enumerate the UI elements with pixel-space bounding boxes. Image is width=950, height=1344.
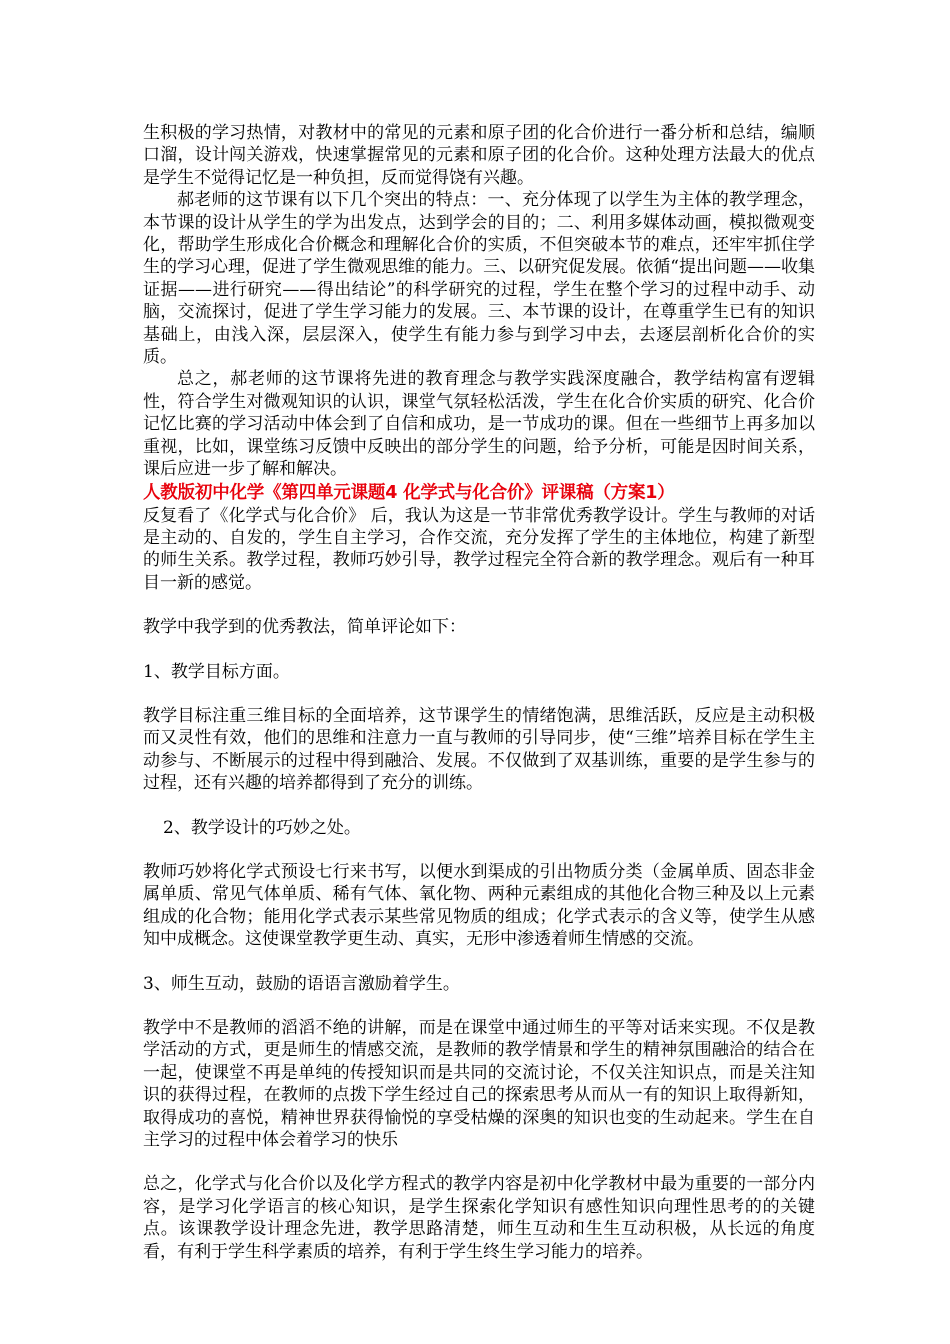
paragraph-features: 郝老师的这节课有以下几个突出的特点：一、充分体现了以学生为主体的教学理念，本节课的设计从学生的学为出发点，达到学会的目的；二、利用多媒体动画，模拟微观变化，帮助学生形成化合价概念和理解化合价的实质，不但突破本节的难点，还牢牢抓住学生的学习心理，促进了学生微观思维的能力。三、以研究促发展。依循“提出问题——收集证据——进行研究——得出结论”的科学研究的过程，学生在整个学习的过程中动手、动脑，交流探讨，促进了学生学习能力的发展。三、本节课的设计，在尊重学生已有的知识基础上，由浅入深，层层深入，使学生有能力参与到学习中去，去逐层剖析化合价的实质。	[143, 190, 815, 368]
paragraph-design: 教师巧妙将化学式预设七行来书写，以便水到渠成的引出物质分类（金属单质、固态非金属单质、常见气体单质、稀有气体、氧化物、两种元素组成的其他化合物三种及以上元素组成的化合物；能用化学式表示某些常见物质的组成；化学式表示的含义等，使学生从感知中成概念。这使课堂教学更生动、真实，无形中渗透着师生情感的交流。	[143, 861, 815, 950]
paragraph-intro: 生积极的学习热情，对教材中的常见的元素和原子团的化合价进行一番分析和总结，编顺口溜，设计闯关游戏，快速掌握常见的元素和原子团的化合价。这种处理方法最大的优点是学生不觉得记忆是一种负担，反而觉得饶有兴趣。	[143, 123, 815, 188]
section-heading-goals: 1、教学目标方面。	[143, 661, 290, 682]
paragraph-goals: 教学目标注重三维目标的全面培养，这节课学生的情绪饱满，思维活跃，反应是主动积极而又灵性有效，他们的思维和注意力一直与教师的引导同步，使“三维”培养目标在学生主动参与、不断展示的过程中得到融洽、发展。不仅做到了双基训练，重要的是学生参与的过程，还有兴趣的培养都得到了充分的训练。	[143, 705, 815, 794]
paragraph-interaction: 教学中不是教师的滔滔不绝的讲解，而是在课堂中通过师生的平等对话来实现。不仅是教学活动的方式，更是师生的情感交流，是教师的教学情景和学生的精神氛围融洽的结合在一起，使课堂不再是单纯的传授知识而是共同的交流讨论，不仅关注知识点，而是关注知识的获得过程，在教师的点拨下学生经过自己的探索思考从而从一有的知识上取得新知，取得成功的喜悦，精神世界获得愉悦的享受枯燥的深奥的知识也变的生动起来。学生在自主学习的过程中体会着学习的快乐	[143, 1018, 815, 1151]
paragraph-review-opening: 反复看了《化学式与化合价》 后，我认为这是一节非常优秀教学设计。学生与教师的对话是主动的、自发的，学生自主学习，合作交流，充分发挥了学生的主体地位，构建了新型的师生关系。教学过程，教师巧妙引导，教学过程完全符合新的教学理念。观后有一种耳目一新的感觉。	[143, 505, 815, 593]
paragraph-conclusion: 总之，化学式与化合价以及化学方程式的教学内容是初中化学教材中最为重要的一部分内容，是学习化学语言的核心知识，是学生探索化学知识有感性知识向理性思考的的关键点。该课教学设计理念先进，教学思路清楚，师生互动和生生互动积极，从长远的角度看，有利于学生科学素质的培养，有利于学生终生学习能力的培养。	[143, 1174, 815, 1262]
document-title: 人教版初中化学《第四单元课题4 化学式与化合价》评课稿（方案1）	[143, 482, 675, 503]
document-body	[143, 122, 815, 1263]
paragraph-methods-intro: 教学中我学到的优秀教法，简单评论如下：	[143, 617, 466, 638]
section-heading-design: 2、教学设计的巧妙之处。	[163, 817, 361, 838]
section-heading-interaction: 3、师生互动，鼓励的语语言激励着学生。	[143, 973, 460, 994]
paragraph-summary: 总之，郝老师的这节课将先进的教育理念与教学实践深度融合，教学结构富有逻辑性，符合学生对微观知识的认识，课堂气氛轻松活泼，学生在化合价实质的研究、化合价记忆比赛的学习活动中体会到了自信和成功，是一节成功的课。但在一些细节上再多加以重视，比如，课堂练习反馈中反映出的部分学生的问题，给予分析，可能是因时间关系，课后应进一步了解和解决。	[143, 369, 815, 480]
